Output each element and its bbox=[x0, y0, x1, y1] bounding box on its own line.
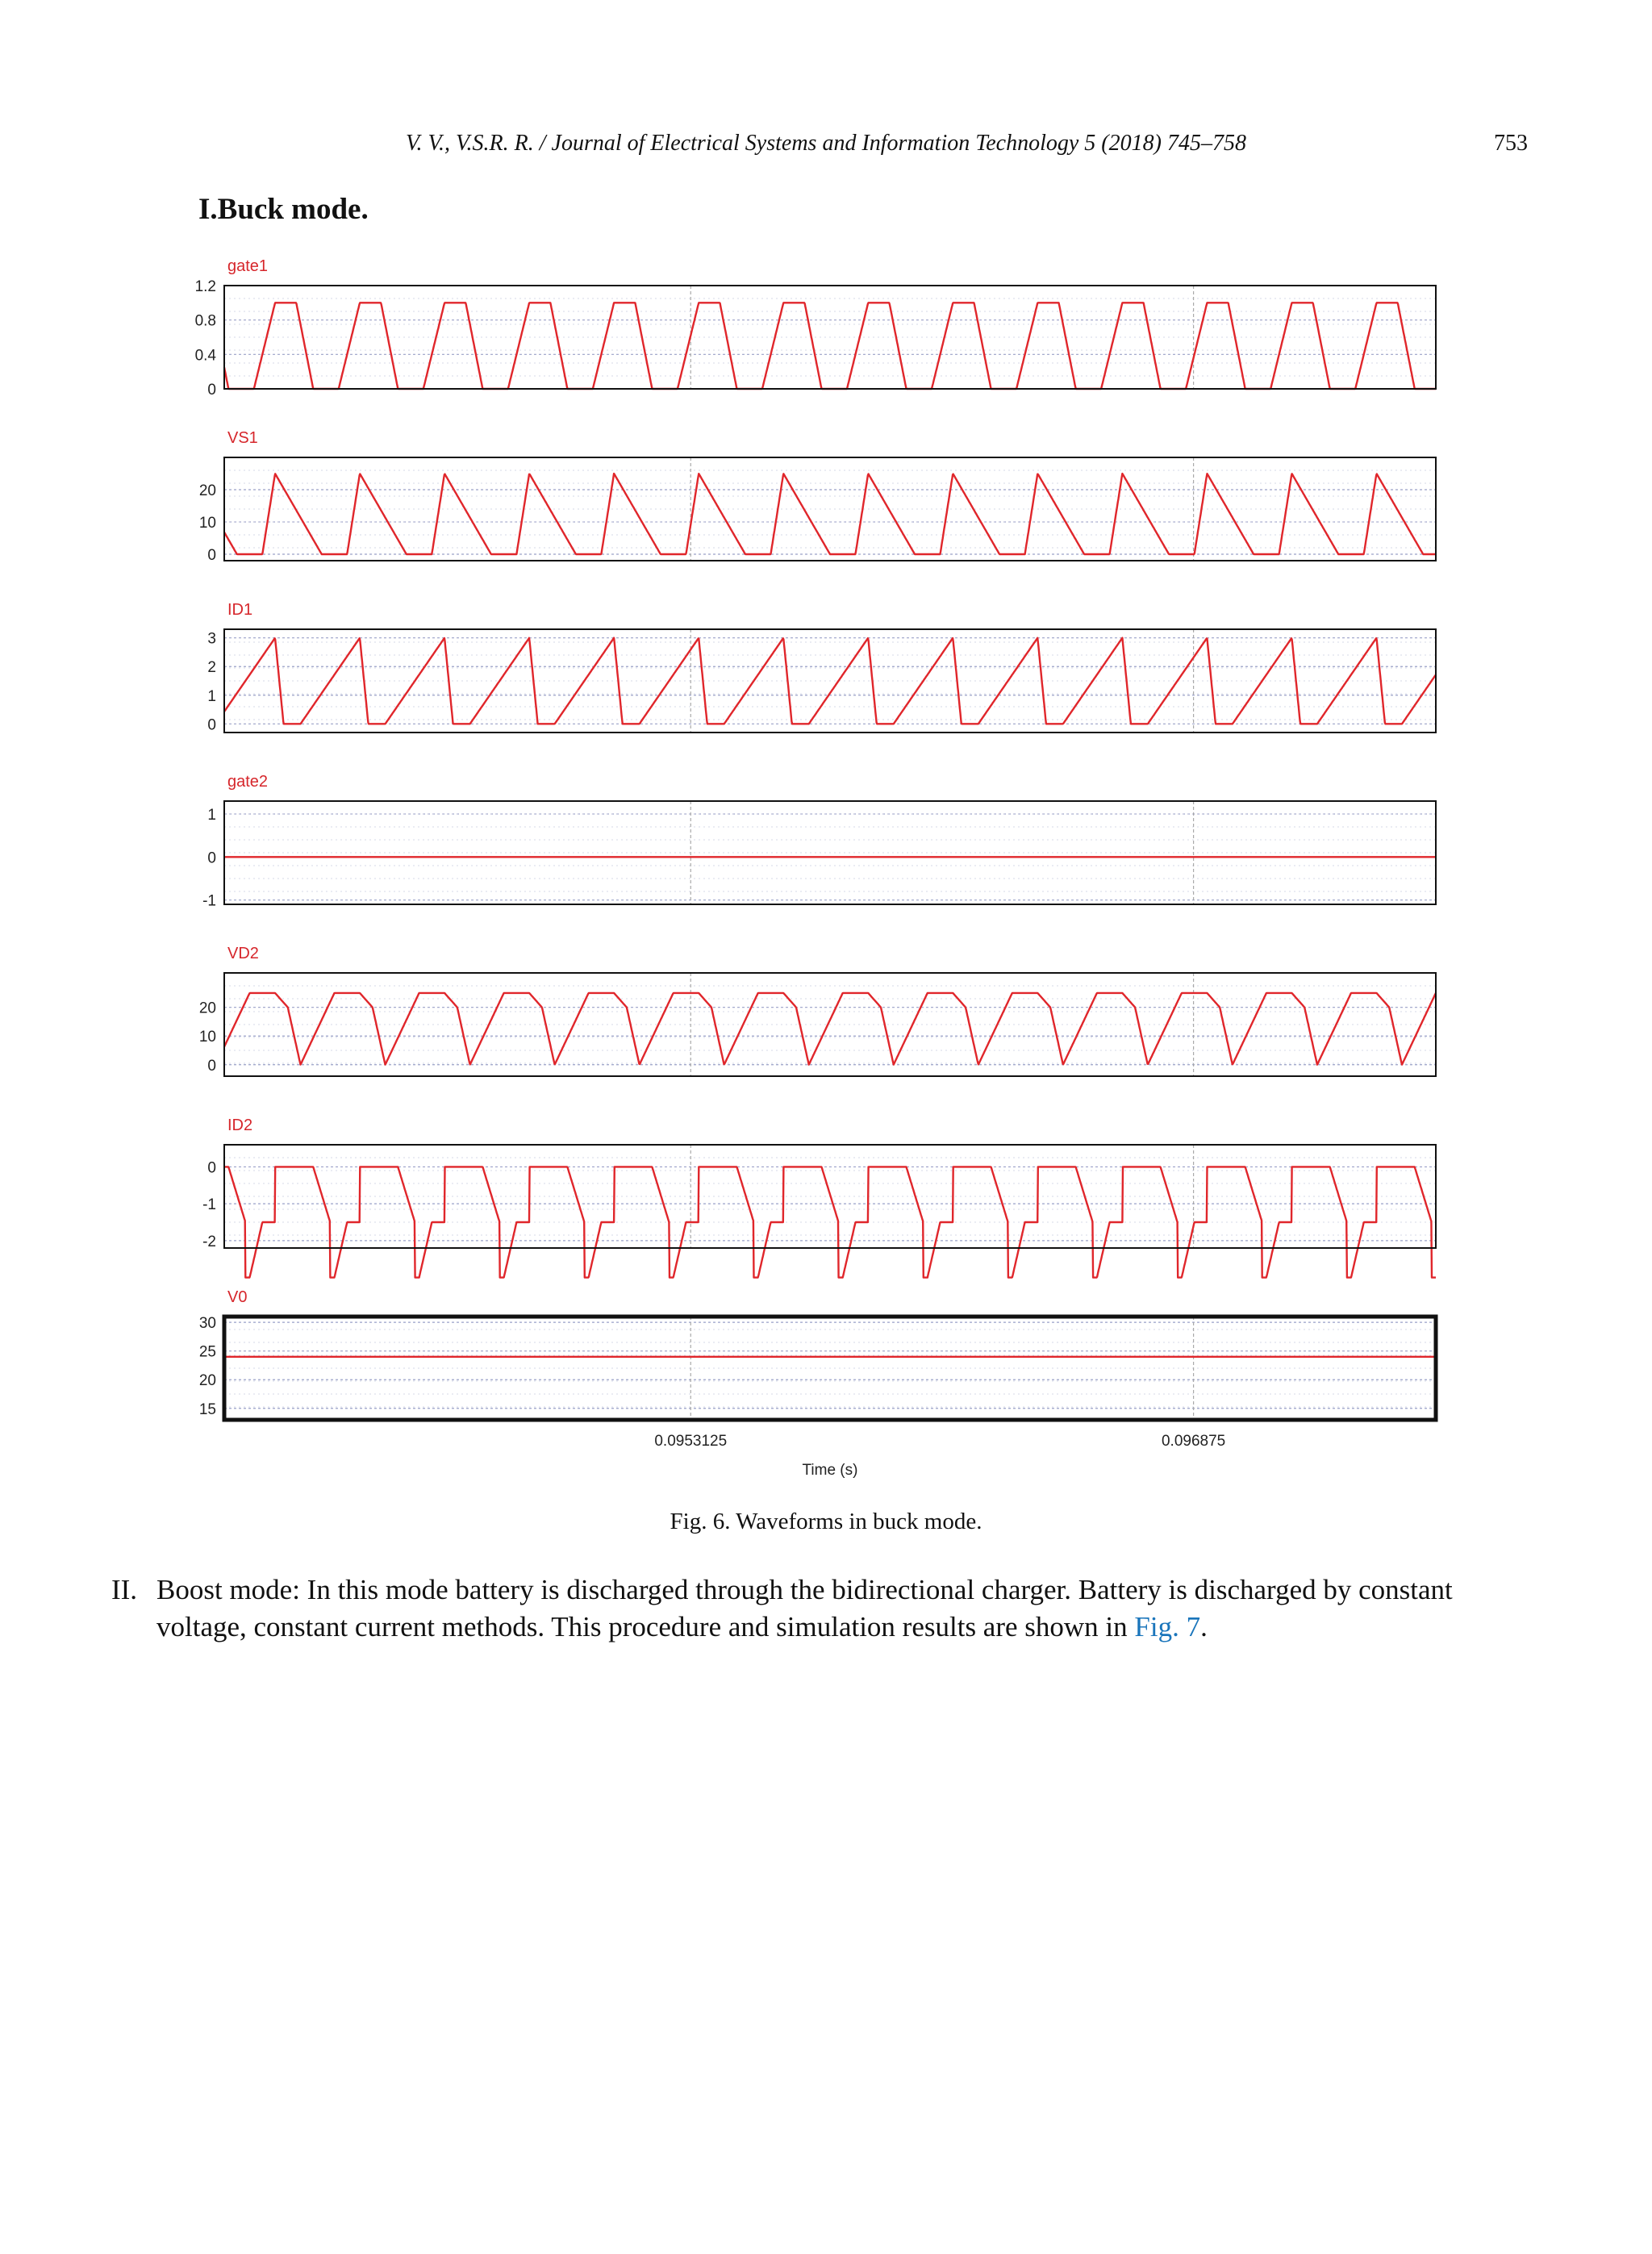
waveform-chart bbox=[186, 242, 1460, 1501]
panel-label-gate2: gate2 bbox=[227, 773, 269, 791]
y-tick-label: 10 bbox=[198, 1029, 216, 1046]
x-tick-label: 0.096875 bbox=[1161, 1433, 1226, 1450]
y-tick-label: 0.4 bbox=[194, 347, 216, 365]
y-tick-label: 3 bbox=[207, 630, 216, 648]
panel-label-vd2: VD2 bbox=[227, 945, 259, 962]
panel-label-id2: ID2 bbox=[227, 1117, 253, 1134]
y-tick-label: 30 bbox=[198, 1315, 216, 1333]
y-tick-label: -1 bbox=[202, 1196, 216, 1214]
y-tick-label: 0.8 bbox=[194, 312, 216, 330]
x-axis-label: Time (s) bbox=[802, 1462, 858, 1479]
y-tick-label: 1 bbox=[207, 807, 216, 824]
y-tick-label: 0 bbox=[207, 1057, 216, 1075]
y-tick-label: 2 bbox=[207, 659, 216, 677]
y-tick-label: 15 bbox=[198, 1400, 216, 1418]
panel-label-gate1: gate1 bbox=[227, 257, 269, 275]
y-tick-label: 20 bbox=[198, 1372, 216, 1390]
waveform-vs1 bbox=[224, 474, 1436, 554]
y-tick-label: 1 bbox=[207, 687, 216, 705]
y-tick-label: 25 bbox=[198, 1343, 216, 1361]
figure-caption: Fig. 6. Waveforms in buck mode. bbox=[670, 1509, 982, 1534]
y-tick-label: 1.2 bbox=[194, 278, 216, 295]
section-heading: I.Buck mode. bbox=[198, 193, 369, 226]
y-tick-label: 0 bbox=[207, 547, 216, 564]
y-tick-label: -1 bbox=[202, 892, 216, 910]
panel-label-v0: V0 bbox=[227, 1288, 248, 1306]
running-header: V. V., V.S.R. R. / Journal of Electrical Systems and Information Technology 5 (2018) 745–758 bbox=[406, 131, 1246, 156]
page-number: 753 bbox=[1494, 131, 1528, 156]
x-tick-label: 0.0953125 bbox=[654, 1433, 728, 1450]
list-marker: II. bbox=[111, 1574, 138, 1605]
paragraph-end: . bbox=[1200, 1611, 1208, 1642]
y-tick-label: 0 bbox=[207, 382, 216, 399]
y-tick-label: 20 bbox=[198, 1000, 216, 1017]
y-tick-label: -2 bbox=[202, 1233, 216, 1250]
paragraph-boost-mode bbox=[111, 1572, 1531, 1646]
y-tick-label: 10 bbox=[198, 515, 216, 532]
panel-label-id1: ID1 bbox=[227, 601, 253, 619]
y-tick-label: 20 bbox=[198, 482, 216, 499]
waveform-figure bbox=[186, 242, 1460, 1505]
waveform-vd2 bbox=[224, 993, 1436, 1065]
paragraph-body bbox=[156, 1572, 1531, 1646]
y-tick-label: 0 bbox=[207, 716, 216, 734]
y-tick-label: 0 bbox=[207, 849, 216, 867]
paragraph-text: Boost mode: In this mode battery is discharged through the bidirectional charger. Battery is discharged by constant voltage, constant current methods. This procedure and simulation results are shown in bbox=[156, 1574, 1453, 1642]
panel-label-vs1: VS1 bbox=[227, 429, 258, 447]
fig7-link[interactable]: Fig. 7 bbox=[1134, 1611, 1201, 1642]
y-tick-label: 0 bbox=[207, 1159, 216, 1177]
